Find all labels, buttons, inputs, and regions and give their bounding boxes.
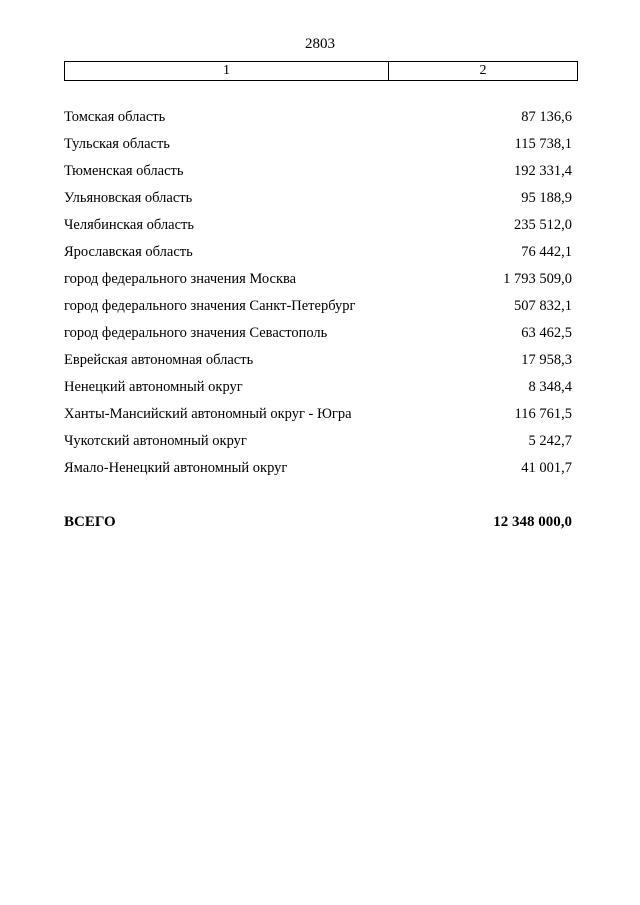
region-name: Ярославская область (64, 244, 193, 260)
column-header-table (64, 61, 578, 81)
table-row (64, 266, 572, 293)
region-name: город федерального значения Севастополь (64, 325, 328, 341)
region-name: Челябинская область (64, 217, 194, 233)
region-name: город федерального значения Санкт-Петербург (64, 298, 356, 314)
region-value: 17 958,3 (521, 352, 572, 368)
region-value: 5 242,7 (528, 433, 572, 449)
total-value: 12 348 000,0 (493, 514, 572, 530)
table-row (64, 239, 572, 266)
region-value: 1 793 509,0 (503, 271, 572, 287)
table-row (64, 401, 572, 428)
region-value: 76 442,1 (521, 244, 572, 260)
table-row (64, 320, 572, 347)
region-name: город федерального значения Москва (64, 271, 297, 287)
region-value: 87 136,6 (521, 109, 572, 125)
region-value: 115 738,1 (514, 136, 572, 152)
region-value: 192 331,4 (514, 163, 572, 179)
region-name: Тульская область (64, 136, 170, 152)
table-row (64, 131, 572, 158)
region-name: Ульяновская область (64, 190, 193, 206)
region-list (64, 104, 572, 482)
region-name: Еврейская автономная область (64, 352, 254, 368)
region-name: Тюменская область (64, 163, 184, 179)
table-row (64, 455, 572, 482)
total-row (64, 509, 572, 536)
region-name: Томская область (64, 109, 166, 125)
region-value: 41 001,7 (521, 460, 572, 476)
table-row (64, 428, 572, 455)
region-value: 95 188,9 (521, 190, 572, 206)
region-value: 8 348,4 (528, 379, 572, 395)
region-value: 116 761,5 (514, 406, 572, 422)
table-row (64, 374, 572, 401)
table-row (64, 212, 572, 239)
region-name: Ямало-Ненецкий автономный округ (64, 460, 288, 476)
region-name: Ненецкий автономный округ (64, 379, 243, 395)
region-value: 235 512,0 (514, 217, 572, 233)
table-row (64, 347, 572, 374)
region-name: Чукотский автономный округ (64, 433, 247, 449)
table-row (64, 104, 572, 131)
column-header-2: 2 (479, 63, 487, 78)
table-row (64, 293, 572, 320)
page-number: 2803 (305, 36, 335, 52)
total-label: ВСЕГО (64, 514, 116, 530)
table-row (64, 158, 572, 185)
region-value: 507 832,1 (514, 298, 572, 314)
region-value: 63 462,5 (521, 325, 572, 341)
table-row (64, 185, 572, 212)
region-name: Ханты-Мансийский автономный округ - Югра (64, 406, 352, 422)
column-header-1: 1 (65, 62, 389, 80)
